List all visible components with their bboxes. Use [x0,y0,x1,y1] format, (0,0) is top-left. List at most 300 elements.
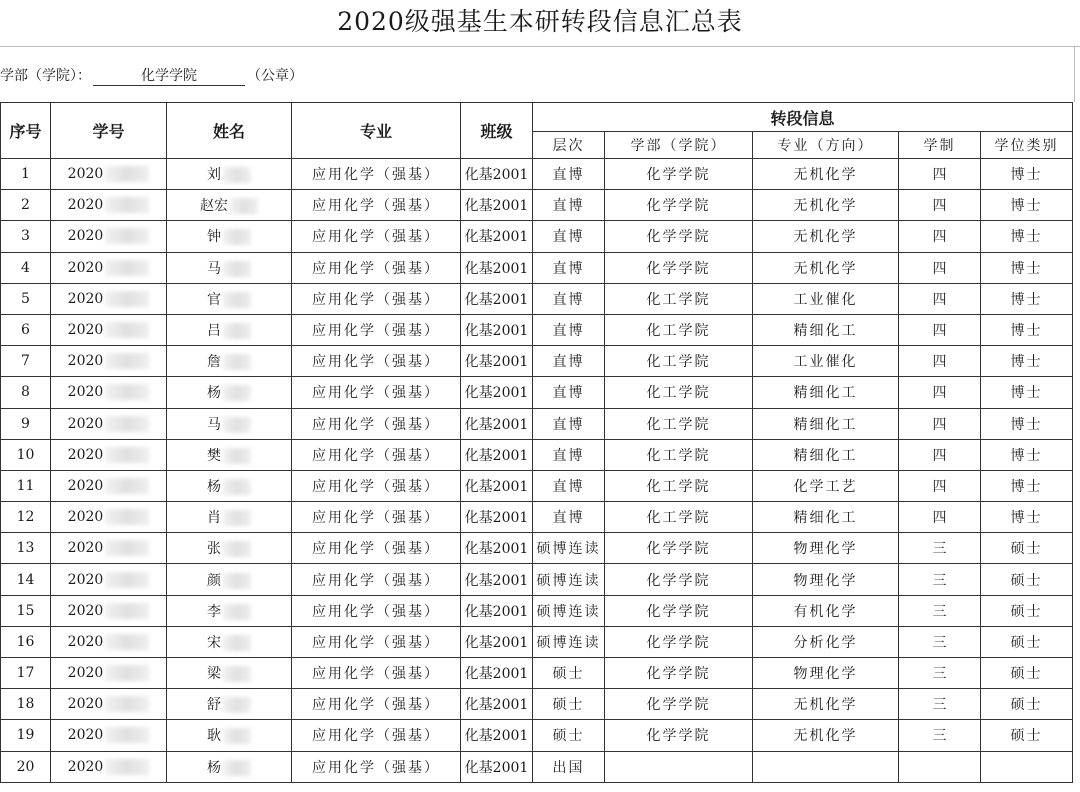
cell-name-text: 刘 [207,167,221,184]
cell-class-text: 化基2001 [464,572,529,589]
cell-degree-type [981,377,1073,408]
cell-major-text: 应用化学（强基） [312,167,440,184]
cell-name-text: 詹 [207,354,221,371]
cell-school [605,720,753,751]
cell-level-text: 直博 [552,323,585,340]
cell-duration-text: 三 [932,603,947,620]
cell-program [753,439,899,470]
cell-student-id-text: 2020 [67,696,104,713]
cell-seq [1,689,51,720]
cell-school-text: 化工学院 [646,510,711,527]
cell-program-text: 无机化学 [793,728,858,745]
cell-class-text: 化基2001 [464,728,529,745]
cell-major [292,626,461,657]
cell-level [533,751,605,782]
table-row [1,626,1073,657]
cell-class-text: 化基2001 [464,229,529,246]
cell-seq-text: 18 [16,696,35,713]
cell-duration [899,502,981,533]
cell-duration-text: 四 [932,291,947,308]
header-name: 姓名 [167,103,292,159]
cell-school [605,408,753,439]
cell-major [292,720,461,751]
cell-student-id [51,314,167,345]
header-duration: 学制 [899,132,981,159]
cell-school [605,314,753,345]
cell-degree-type-text: 硕士 [1010,603,1043,620]
cell-student-id [51,751,167,782]
cell-name-text: 张 [207,541,221,558]
cell-class-text: 化基2001 [464,291,529,308]
department-label: 学部（学院）： [0,68,91,84]
page-title: 2020级强基生本研转段信息汇总表 [337,7,743,36]
cell-school [605,751,753,782]
cell-student-id-text: 2020 [67,415,104,432]
cell-seq [1,190,51,221]
cell-level-text: 直博 [552,478,585,495]
cell-seq-text: 6 [21,322,30,339]
cell-class [461,502,533,533]
cell-school-text: 化学学院 [646,697,711,714]
redaction-blur [223,573,251,589]
cell-program [753,283,899,314]
cell-name [167,221,292,252]
cell-student-id [51,564,167,595]
cell-seq-text: 17 [16,665,35,682]
cell-name-text: 赵宏 [200,198,228,215]
cell-major-text: 应用化学（强基） [312,447,440,464]
cell-program-text: 工业催化 [793,291,858,308]
cell-school-text: 化学学院 [646,603,711,620]
cell-level [533,626,605,657]
cell-degree-type [981,221,1073,252]
redaction-blur [223,479,251,495]
cell-seq [1,408,51,439]
redaction-blur [223,417,251,433]
cell-degree-type-text: 博士 [1010,323,1043,340]
cell-name [167,595,292,626]
cell-student-id [51,221,167,252]
cell-student-id-text: 2020 [67,259,104,276]
cell-seq-text: 9 [21,415,30,432]
cell-major [292,751,461,782]
cell-degree-type-text: 博士 [1010,510,1043,527]
cell-degree-type [981,408,1073,439]
redaction-blur [105,478,149,494]
cell-class [461,533,533,564]
cell-major [292,658,461,689]
cell-program-text: 化学工艺 [793,478,858,495]
cell-degree-type-text: 硕士 [1010,541,1043,558]
cell-class [461,626,533,657]
cell-student-id [51,252,167,283]
redaction-blur [105,166,149,182]
cell-class [461,190,533,221]
cell-program [753,595,899,626]
cell-seq-text: 2 [21,197,30,214]
cell-level [533,595,605,626]
redaction-blur [105,416,149,432]
cell-school-text: 化学学院 [646,666,711,683]
redaction-blur [223,261,251,277]
cell-seq-text: 12 [16,509,35,526]
cell-program-text: 有机化学 [793,603,858,620]
cell-name [167,751,292,782]
cell-program [753,470,899,501]
cell-duration-text: 四 [932,478,947,495]
cell-duration-text: 四 [932,167,947,184]
cell-duration-text: 四 [932,354,947,371]
cell-duration-text: 四 [932,260,947,277]
cell-seq-text: 10 [16,446,35,463]
cell-class [461,689,533,720]
cell-student-id-text: 2020 [67,540,104,557]
cell-level-text: 直博 [552,510,585,527]
cell-seq [1,564,51,595]
cell-major-text: 应用化学（强基） [312,323,440,340]
cell-degree-type-text: 硕士 [1010,666,1043,683]
redaction-blur [223,448,251,464]
cell-school [605,564,753,595]
cell-duration-text: 三 [932,728,947,745]
header-transfer-info: 转段信息 [533,103,1073,132]
cell-level [533,720,605,751]
cell-name-text: 马 [207,260,221,277]
cell-seq-text: 5 [21,290,30,307]
cell-program-text: 精细化工 [793,447,858,464]
redaction-blur [223,666,251,682]
cell-school [605,470,753,501]
cell-name [167,502,292,533]
cell-class [461,658,533,689]
cell-major-text: 应用化学（强基） [312,229,440,246]
cell-student-id [51,689,167,720]
cell-name-text: 李 [207,603,221,620]
cell-student-id-text: 2020 [67,322,104,339]
cell-name [167,689,292,720]
cell-major-text: 应用化学（强基） [312,385,440,402]
cell-level-text: 硕士 [552,728,585,745]
cell-degree-type-text: 博士 [1010,416,1043,433]
cell-duration-text: 三 [932,634,947,651]
cell-level-text: 硕博连读 [536,572,601,589]
table-row [1,502,1073,533]
cell-name [167,283,292,314]
redaction-blur [223,635,251,651]
cell-degree-type [981,252,1073,283]
cell-major [292,346,461,377]
cell-seq-text: 14 [16,571,35,588]
cell-name-text: 官 [207,291,221,308]
cell-degree-type [981,626,1073,657]
cell-name-text: 钟 [207,229,221,246]
cell-duration [899,720,981,751]
cell-school [605,283,753,314]
header-student-id: 学号 [51,103,167,159]
redaction-blur [105,197,149,213]
redaction-blur [105,322,149,338]
cell-name-text: 杨 [207,478,221,495]
cell-name [167,439,292,470]
cell-level [533,377,605,408]
header-seq: 序号 [1,103,51,159]
cell-duration-text: 四 [932,510,947,527]
redaction-blur [223,292,251,308]
table-row [1,408,1073,439]
table-row [1,595,1073,626]
cell-name-text: 杨 [207,759,221,776]
cell-duration-text: 四 [932,416,947,433]
cell-student-id [51,439,167,470]
cell-level-text: 直博 [552,260,585,277]
seal-label: （公章） [247,68,303,84]
cell-school-text: 化学学院 [646,541,711,558]
cell-school [605,221,753,252]
summary-table [0,102,1073,783]
cell-seq [1,439,51,470]
cell-name [167,159,292,190]
cell-program [753,159,899,190]
cell-program-text: 物理化学 [793,572,858,589]
cell-major [292,377,461,408]
cell-class-text: 化基2001 [464,603,529,620]
cell-duration [899,689,981,720]
cell-seq [1,221,51,252]
cell-name-text: 马 [207,416,221,433]
cell-student-id [51,470,167,501]
cell-degree-type [981,346,1073,377]
cell-degree-type [981,658,1073,689]
cell-program [753,502,899,533]
cell-program-text: 无机化学 [793,198,858,215]
redaction-blur [223,354,251,370]
cell-duration-text: 三 [932,666,947,683]
cell-name-text: 肖 [207,510,221,527]
cell-school-text: 化学学院 [646,260,711,277]
cell-program [753,720,899,751]
cell-name [167,533,292,564]
cell-student-id-text: 2020 [67,509,104,526]
cell-school [605,346,753,377]
cell-duration-text: 四 [932,447,947,464]
cell-level [533,283,605,314]
cell-seq [1,626,51,657]
cell-duration-text: 三 [932,572,947,589]
cell-seq [1,159,51,190]
cell-degree-type [981,720,1073,751]
cell-school-text: 化学学院 [646,728,711,745]
cell-student-id [51,159,167,190]
cell-class [461,595,533,626]
cell-school [605,595,753,626]
cell-seq-text: 19 [16,727,35,744]
cell-program-text: 精细化工 [793,416,858,433]
cell-major [292,595,461,626]
cell-class [461,720,533,751]
cell-school [605,159,753,190]
cell-seq-text: 20 [16,758,35,775]
cell-seq [1,377,51,408]
cell-program [753,626,899,657]
redaction-blur [223,167,251,183]
cell-level [533,439,605,470]
cell-class-text: 化基2001 [464,666,529,683]
cell-duration [899,564,981,595]
cell-class-text: 化基2001 [464,416,529,433]
cell-duration-text: 四 [932,323,947,340]
redaction-blur [105,509,149,525]
cell-seq [1,533,51,564]
cell-student-id-text: 2020 [67,633,104,650]
cell-student-id-text: 2020 [67,665,104,682]
cell-student-id [51,377,167,408]
cell-seq-text: 3 [21,228,30,245]
cell-name [167,626,292,657]
cell-degree-type-text: 博士 [1010,478,1043,495]
redaction-blur [223,697,251,713]
cell-class-text: 化基2001 [464,323,529,340]
cell-class-text: 化基2001 [464,634,529,651]
cell-degree-type [981,689,1073,720]
cell-student-id-text: 2020 [67,197,104,214]
cell-degree-type [981,595,1073,626]
cell-class-text: 化基2001 [464,447,529,464]
cell-level-text: 硕士 [552,697,585,714]
cell-duration [899,626,981,657]
table-row [1,533,1073,564]
cell-seq-text: 11 [16,477,35,494]
cell-school-text: 化学学院 [646,572,711,589]
cell-class-text: 化基2001 [464,759,529,776]
cell-class [461,377,533,408]
cell-class-text: 化基2001 [464,198,529,215]
cell-level [533,502,605,533]
cell-class [461,159,533,190]
cell-major-text: 应用化学（强基） [312,354,440,371]
cell-school-text: 化学学院 [646,634,711,651]
cell-level-text: 直博 [552,229,585,246]
table-row [1,159,1073,190]
table-row [1,439,1073,470]
cell-class-text: 化基2001 [464,510,529,527]
cell-level [533,346,605,377]
cell-major [292,689,461,720]
cell-program-text: 无机化学 [793,167,858,184]
cell-major [292,533,461,564]
cell-level [533,314,605,345]
cell-name-text: 宋 [207,634,221,651]
cell-seq-text: 15 [16,602,35,619]
cell-major [292,564,461,595]
cell-degree-type-text: 硕士 [1010,697,1043,714]
cell-level-text: 直博 [552,198,585,215]
cell-seq-text: 8 [21,384,30,401]
cell-level [533,533,605,564]
cell-program-text: 精细化工 [793,510,858,527]
header-school: 学部（学院） [605,132,753,159]
cell-level [533,221,605,252]
cell-seq [1,346,51,377]
cell-seq-text: 16 [16,633,35,650]
cell-major-text: 应用化学（强基） [312,759,440,776]
cell-duration-text: 四 [932,198,947,215]
redaction-blur [105,353,149,369]
cell-seq [1,658,51,689]
cell-class [461,408,533,439]
cell-major-text: 应用化学（强基） [312,198,440,215]
cell-level-text: 直博 [552,416,585,433]
redaction-blur [105,696,149,712]
cell-class-text: 化基2001 [464,478,529,495]
header-class: 班级 [461,103,533,159]
cell-student-id [51,720,167,751]
cell-school-text: 化学学院 [646,167,711,184]
cell-degree-type-text: 博士 [1010,447,1043,464]
cell-major [292,252,461,283]
redaction-blur [105,572,149,588]
redaction-blur [223,541,251,557]
cell-school [605,533,753,564]
cell-major [292,439,461,470]
cell-seq-text: 13 [16,540,35,557]
cell-name-text: 颜 [207,572,221,589]
table-row [1,658,1073,689]
cell-student-id [51,626,167,657]
cell-major-text: 应用化学（强基） [312,572,440,589]
header-program: 专业（方向） [753,132,899,159]
redaction-blur [105,603,149,619]
redaction-blur [105,665,149,681]
cell-program-text: 无机化学 [793,229,858,246]
cell-level-text: 直博 [552,447,585,464]
cell-degree-type [981,751,1073,782]
cell-school [605,658,753,689]
cell-level-text: 直博 [552,385,585,402]
cell-student-id [51,190,167,221]
cell-level-text: 硕博连读 [536,603,601,620]
cell-name [167,252,292,283]
cell-degree-type [981,190,1073,221]
cell-program [753,533,899,564]
cell-student-id-text: 2020 [67,228,104,245]
cell-name [167,314,292,345]
department-value: 化学学院 [93,67,245,86]
cell-name-text: 耿 [207,728,221,745]
cell-student-id [51,502,167,533]
cell-duration [899,159,981,190]
redaction-blur [223,728,251,744]
cell-student-id-text: 2020 [67,571,104,588]
cell-class [461,314,533,345]
cell-school-text: 化工学院 [646,478,711,495]
cell-program [753,346,899,377]
cell-degree-type-text: 博士 [1010,198,1043,215]
cell-duration [899,751,981,782]
redaction-blur [105,260,149,276]
cell-duration [899,314,981,345]
cell-level [533,190,605,221]
redaction-blur [105,634,149,650]
cell-student-id [51,346,167,377]
cell-program-text: 精细化工 [793,385,858,402]
table-row [1,377,1073,408]
cell-program-text: 无机化学 [793,697,858,714]
header-major: 专业 [292,103,461,159]
cell-major-text: 应用化学（强基） [312,697,440,714]
cell-school-text: 化工学院 [646,447,711,464]
cell-name [167,408,292,439]
cell-level-text: 硕博连读 [536,541,601,558]
